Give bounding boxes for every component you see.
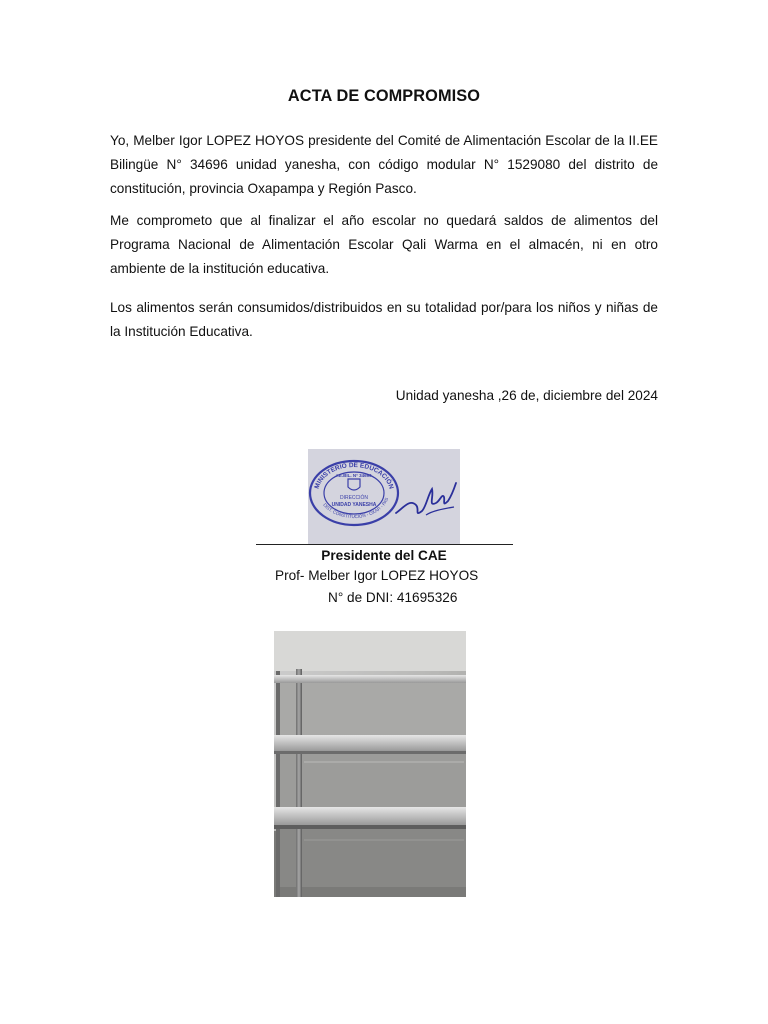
paragraph-identity: Yo, Melber Igor LOPEZ HOYOS presidente del Comité de Alimentación Escolar de la II.EE Bilingüe N° 34696 unidad yanesha, con código modular N° 1529080 del distrito de constitución, provincia Oxapampa y Región Pasco. — [110, 133, 658, 196]
paragraph-commitment: Me comprometo que al finalizar el año escolar no quedará saldos de alimentos del Programa Nacional de Alimentación Escolar Qali Warma en el almacén, ni en otro ambiente de la institución educativa. — [110, 213, 658, 276]
empty-shelf-photo — [274, 631, 466, 897]
svg-text:UNIDAD YANESHA: UNIDAD YANESHA — [331, 502, 377, 508]
document-title: ACTA DE COMPROMISO — [287, 86, 481, 105]
metal-shelf-photo — [274, 631, 466, 897]
svg-text:DIST. CONSTITUCIÓN - OXAP. - P: DIST. CONSTITUCIÓN - OXAP. - PAS — [322, 496, 390, 520]
signatory-role: Presidente del CAE — [321, 548, 447, 563]
svg-text:DIRECCIÓN: DIRECCIÓN — [339, 495, 369, 501]
paragraph-distribution: Los alimentos serán consumidos/distribuidos en su totalidad por/para los niños y niñas de la Institución Educativa. — [110, 300, 658, 339]
svg-text:I.E.BIL. N° 34696: I.E.BIL. N° 34696 — [336, 473, 372, 478]
signature-line — [256, 544, 513, 545]
official-seal-icon — [308, 449, 460, 545]
stamp-and-signature-image — [308, 449, 460, 545]
signatory-dni: N° de DNI: 41695326 — [328, 590, 458, 605]
svg-text:MINISTERIO DE EDUCACIÓN: MINISTERIO DE EDUCACIÓN — [313, 461, 395, 490]
signatory-name: Prof- Melber Igor LOPEZ HOYOS — [275, 568, 479, 583]
place-and-date: Unidad yanesha ,26 de, diciembre del 2024 — [395, 388, 658, 403]
